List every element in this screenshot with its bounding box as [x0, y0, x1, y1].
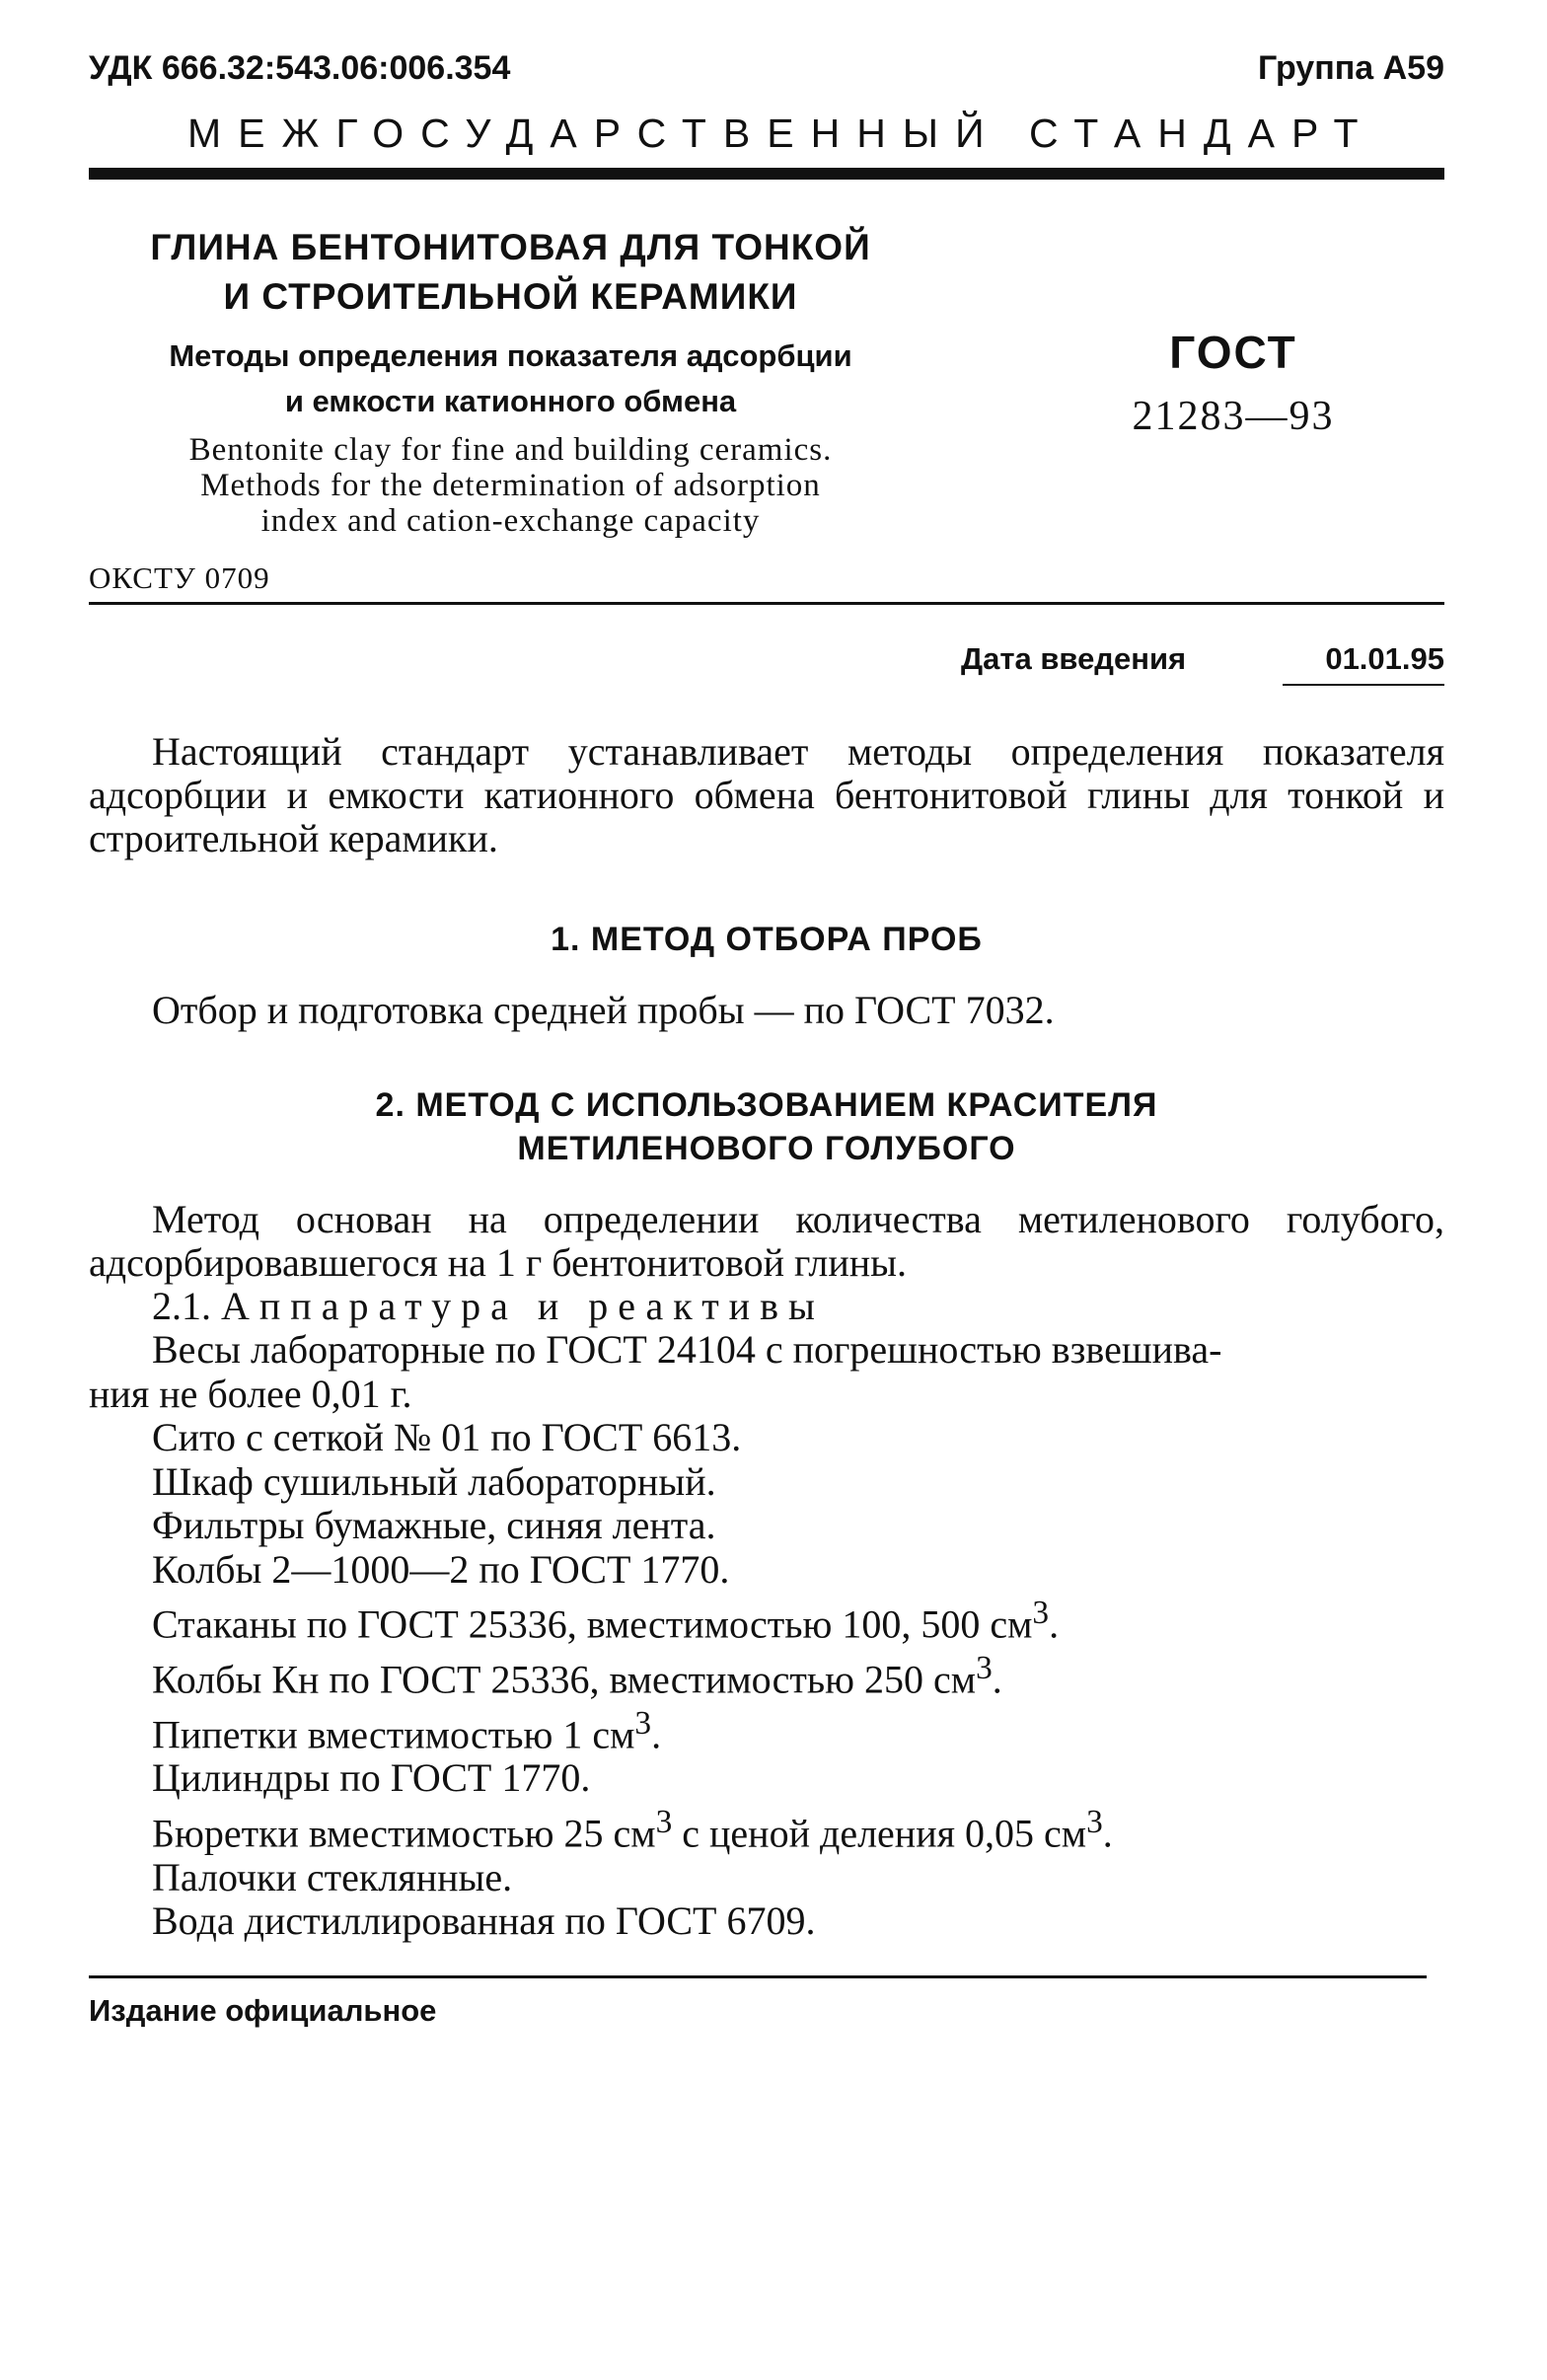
document-title: [89, 223, 932, 322]
subtitle-line-2: и емкости катионного обмена: [284, 384, 737, 418]
equipment-item: Бюретки вместимостью 25 $см^3$ с ценой деления 0,05 $см^3$.: [152, 1803, 1113, 1856]
equipment-item: Вода дистиллированная по ГОСТ 6709.: [152, 1898, 816, 1944]
gost-label: ГОСТ: [1169, 327, 1297, 378]
equipment-item: Цилиндры по ГОСТ 1770.: [152, 1755, 591, 1801]
subsection-title: Аппаратура и реактивы: [221, 1284, 825, 1328]
date-value: 01.01.95: [1325, 641, 1444, 676]
date-label: Дата введения: [961, 641, 1187, 676]
title-block-rule: [89, 602, 1444, 605]
equipment-item: Колбы 2—1000—2 по ГОСТ 1770.: [152, 1546, 730, 1592]
document-subtitle: [89, 334, 932, 424]
footer-rule: [89, 1975, 1427, 1978]
section-1-text: Отбор и подготовка средней пробы — по ГОСТ 7032.: [152, 988, 1055, 1032]
section-2-heading: [89, 1083, 1444, 1170]
standard-banner: МЕЖГОСУДАРСТВЕННЫЙ СТАНДАРТ: [187, 111, 1375, 156]
equipment-item: Колбы Кн по ГОСТ 25336, вместимостью 250 $см^3$.: [152, 1649, 1002, 1702]
date-underline: [1283, 684, 1444, 686]
udk-code: УДК 666.32:543.06:006.354: [89, 49, 511, 87]
equipment-item: Фильтры бумажные, синяя лента.: [152, 1503, 716, 1547]
equipment-item: ния не более 0,01 г.: [89, 1371, 412, 1416]
gost-number: 21283—93: [1132, 394, 1335, 439]
subtitle-line-1: Методы определения показателя адсорбции: [169, 338, 852, 373]
edition-note: Издание официальное: [89, 1993, 437, 2028]
section-1-heading: 1. МЕТОД ОТБОРА ПРОБ: [551, 921, 983, 958]
oksty-code: ОКСТУ 0709: [89, 560, 270, 595]
english-line-2: Methods for the determination of adsorption: [200, 468, 821, 503]
header-rule: [89, 168, 1444, 180]
equipment-item: Пипетки вместимостью 1 $см^3$.: [152, 1704, 662, 1756]
title-line-2: И СТРОИТЕЛЬНОЙ КЕРАМИКИ: [223, 276, 798, 317]
equipment-item: Шкаф сушильный лабораторный.: [152, 1458, 716, 1504]
intro-paragraph: Настоящий стандарт устанавливает методы определения показателя адсорбции и емкости катионного обмена бентонитовой глины для тонкой и строительной керамики.: [89, 729, 1444, 860]
title-line-1: ГЛИНА БЕНТОНИТОВАЯ ДЛЯ ТОНКОЙ: [150, 227, 871, 267]
equipment-item: Весы лабораторные по ГОСТ 24104 с погрешностью взвешива-: [152, 1327, 1222, 1372]
english-line-1: Bentonite clay for fine and building ceramics.: [188, 432, 833, 468]
subsection-2-1-heading: [152, 1285, 1444, 1328]
english-title: [89, 432, 932, 539]
equipment-item: Стаканы по ГОСТ 25336, вместимостью 100, 500 $см^3$.: [152, 1595, 1060, 1647]
equipment-item: Палочки стеклянные.: [152, 1854, 513, 1899]
section-2-heading-line-1: 2. МЕТОД С ИСПОЛЬЗОВАНИЕМ КРАСИТЕЛЯ: [375, 1086, 1158, 1124]
section-2-text: Метод основан на определении количества метиленового голубого, адсорбировавшегося на 1 г бентонитовой глины.: [89, 1197, 1444, 1285]
section-2-heading-line-2: МЕТИЛЕНОВОГО ГОЛУБОГО: [517, 1130, 1016, 1167]
group-code: Группа А59: [1257, 49, 1444, 87]
subsection-number: 2.1.: [152, 1284, 211, 1328]
equipment-item: Сито с сеткой № 01 по ГОСТ 6613.: [152, 1415, 742, 1459]
english-line-3: index and cation-exchange capacity: [260, 503, 761, 539]
equipment-list: [89, 1327, 1444, 1944]
